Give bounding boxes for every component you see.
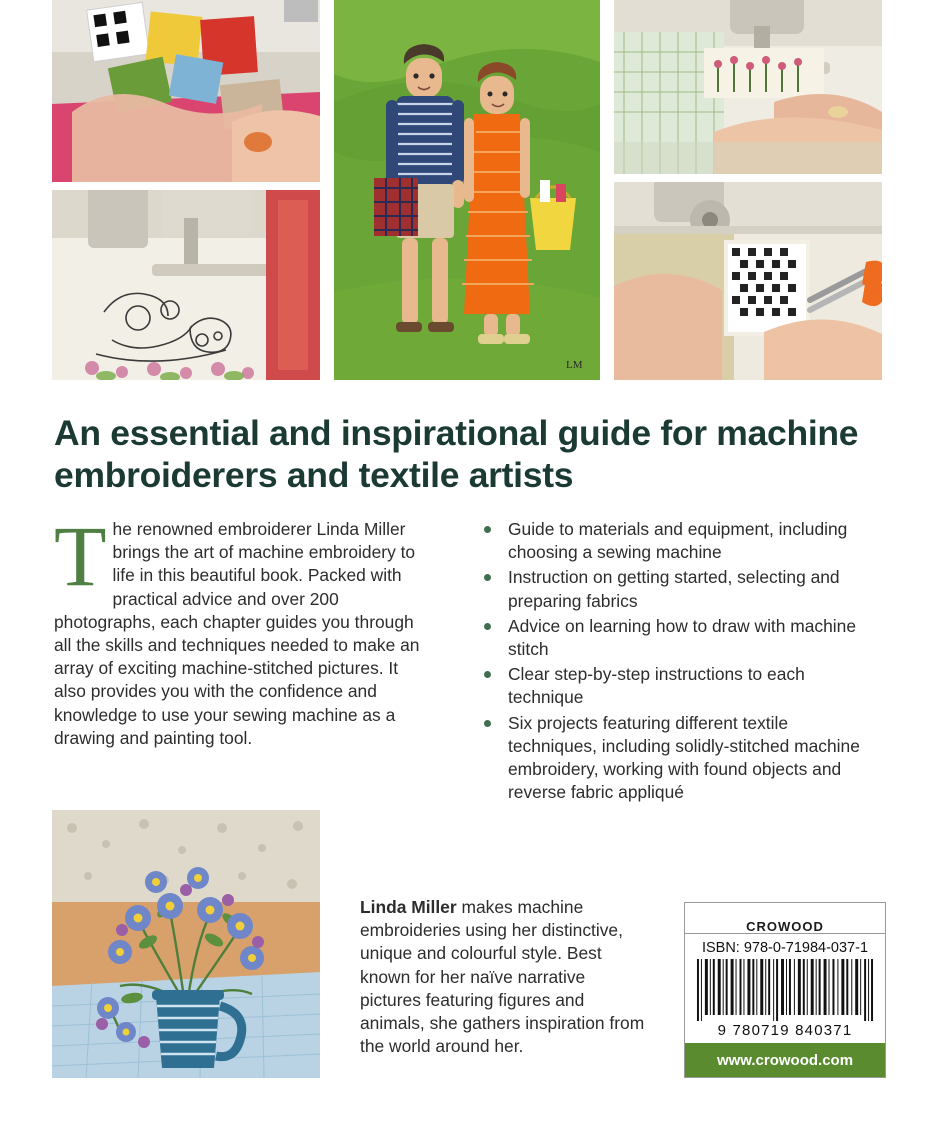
isbn-number: ISBN: 978-0-71984-037-1 bbox=[701, 940, 869, 956]
drop-cap: T bbox=[54, 508, 107, 604]
photo-scissors-trimming bbox=[614, 182, 882, 380]
feature-bullet-list bbox=[480, 518, 880, 806]
description-text: he renowned embroiderer Linda Miller brings the art of machine embroidery to life in this beautiful book. Packed with practical advice and over 200 photographs, each chapter guides you through all the skills and techniques needed to make an array of exciting machine-stitched pictures. It also provides you with the confidence and knowledge to use your sewing machine as a drawing and painting tool. bbox=[54, 519, 420, 748]
photo-two-figures-embroidery bbox=[334, 0, 600, 380]
isbn-barcode-block bbox=[684, 902, 886, 1078]
barcode-image bbox=[695, 959, 875, 1021]
bullet-text: Instruction on getting started, selecting and preparing fabrics bbox=[508, 567, 840, 611]
bullet-dot-icon bbox=[484, 720, 491, 727]
photo-machine-stitching-flowers bbox=[614, 0, 882, 174]
list-item bbox=[480, 615, 880, 661]
publisher-logo: CROWOOD bbox=[746, 919, 824, 934]
photo-sewing-machine-drawing bbox=[52, 190, 320, 380]
bullet-text: Clear step-by-step instructions to each technique bbox=[508, 664, 805, 708]
list-item bbox=[480, 663, 880, 709]
author-bio bbox=[360, 896, 650, 1058]
page-headline: An essential and inspirational guide for machine embroiderers and textile artists bbox=[54, 413, 859, 495]
author-bio-text: makes machine embroideries using her distinctive, unique and colourful style. Best known for her naïve narrative pictures featuring figures and animals, she gathers inspiration from the world around her. bbox=[360, 897, 645, 1057]
bullet-dot-icon bbox=[484, 623, 491, 630]
svg-text:LM: LM bbox=[566, 359, 583, 371]
website-bar[interactable]: www.crowood.com bbox=[685, 1043, 885, 1077]
photo-fabric-scraps bbox=[52, 0, 320, 182]
bullet-text: Advice on learning how to draw with machine stitch bbox=[508, 615, 856, 660]
list-item bbox=[480, 518, 880, 564]
list-item bbox=[480, 712, 880, 805]
bullet-text: Guide to materials and equipment, including choosing a sewing machine bbox=[508, 519, 848, 563]
bullet-text: Six projects featuring different textile techniques, including solidly-stitched machine embroidery, working with found objects and reverse fabric appliqué bbox=[508, 712, 860, 803]
list-item bbox=[480, 566, 880, 612]
bullet-dot-icon bbox=[484, 671, 491, 678]
bullet-dot-icon bbox=[484, 574, 491, 581]
publisher-logo-area bbox=[685, 903, 885, 934]
description-paragraph bbox=[54, 508, 432, 750]
author-name: Linda Miller bbox=[360, 897, 457, 917]
photo-jug-of-flowers bbox=[52, 810, 320, 1078]
bullet-dot-icon bbox=[484, 526, 491, 533]
photo-grid bbox=[52, 0, 882, 388]
barcode-digits: 9 780719 840371 bbox=[717, 1022, 853, 1039]
